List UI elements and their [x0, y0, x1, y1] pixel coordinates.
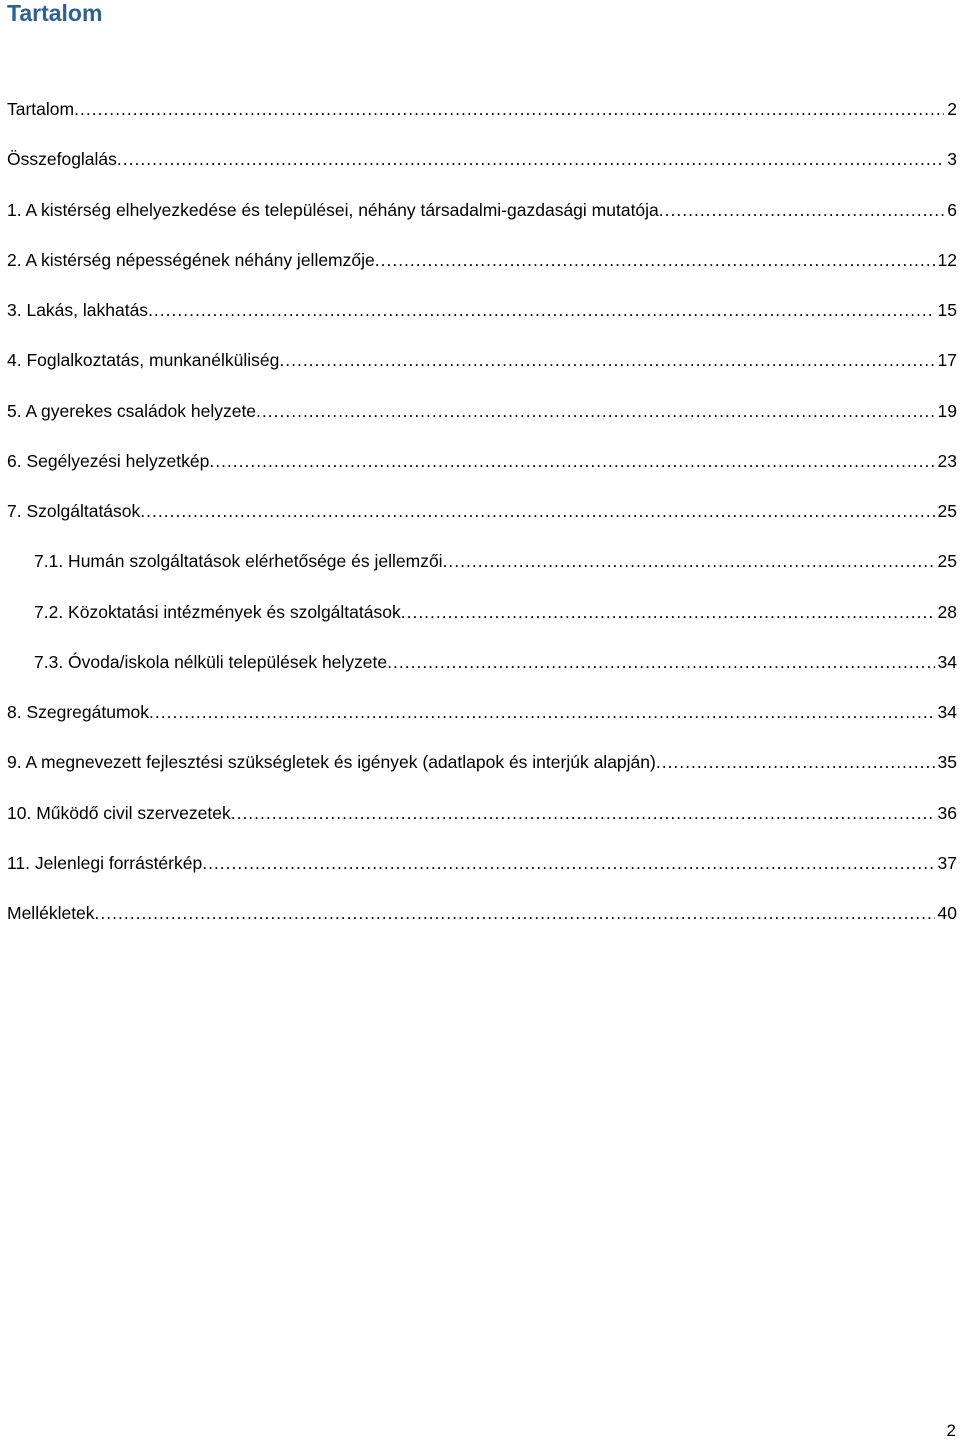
- toc-entry-label: 9. A megnevezett fejlesztési szükségletek és igények (adatlapok és interjúk alapján): [7, 752, 656, 773]
- toc-entry-page: 35: [937, 752, 957, 773]
- toc-entry-label: 11. Jelenlegi forrástérkép: [7, 852, 203, 873]
- toc-entry-9[interactable]: [7, 749, 957, 799]
- toc-dot-leader: [401, 599, 935, 625]
- table-of-contents: [7, 96, 957, 950]
- toc-dot-leader: [279, 347, 934, 373]
- toc-entry-label: 10. Működő civil szervezetek: [7, 802, 231, 823]
- toc-entry-page: 40: [937, 903, 957, 923]
- toc-entry-page: 28: [937, 601, 957, 622]
- toc-entry-page: 23: [937, 450, 957, 471]
- toc-entry-7-2[interactable]: [7, 599, 957, 649]
- toc-dot-leader: [202, 850, 934, 876]
- toc-entry-page: 19: [937, 400, 957, 421]
- toc-entry-11[interactable]: [7, 850, 957, 900]
- toc-entry-label: 7.2. Közoktatási intézmények és szolgáltatások: [34, 601, 401, 622]
- toc-dot-leader: [140, 498, 934, 524]
- toc-entry-7-1[interactable]: [7, 548, 957, 598]
- toc-entry-label: 3. Lakás, lakhatás: [7, 300, 149, 320]
- toc-entry-label: 5. A gyerekes családok helyzete: [7, 400, 257, 421]
- toc-dot-leader: [387, 649, 934, 675]
- toc-entry-label: 2. A kistérség népességének néhány jellemzője: [7, 249, 375, 270]
- toc-entry-label: Mellékletek: [7, 903, 95, 923]
- toc-entry-label: 8. Szegregátumok: [7, 702, 150, 722]
- page-title: Tartalom: [7, 0, 103, 26]
- toc-entry-label: 1. A kistérség elhelyezkedése és települései, néhány társadalmi-gazdasági mutatója: [7, 199, 659, 220]
- toc-entry-6[interactable]: [7, 448, 957, 498]
- toc-dot-leader: [95, 900, 935, 926]
- toc-entry-page: 36: [937, 802, 957, 823]
- toc-entry-label: 7.3. Óvoda/iskola nélküli települések helyzete: [34, 651, 388, 672]
- toc-entry-page: 17: [937, 350, 957, 371]
- toc-dot-leader: [209, 448, 934, 474]
- toc-entry-page: 15: [937, 300, 957, 320]
- toc-dot-leader: [256, 398, 934, 424]
- toc-entry-page: 34: [937, 702, 957, 722]
- toc-entry-page: 34: [937, 651, 957, 672]
- toc-dot-leader: [117, 146, 944, 172]
- toc-entry-4[interactable]: [7, 347, 957, 397]
- toc-entry-label: 4. Foglalkoztatás, munkanélküliség: [7, 350, 280, 371]
- toc-entry-5[interactable]: [7, 398, 957, 448]
- toc-entry-10[interactable]: [7, 800, 957, 850]
- toc-entry-page: 6: [947, 199, 957, 220]
- toc-entry-7-3[interactable]: [7, 649, 957, 699]
- toc-entry-osszefoglalas[interactable]: [7, 146, 957, 196]
- toc-entry-page: 3: [947, 149, 957, 170]
- toc-entry-label: Összefoglalás: [7, 149, 117, 170]
- toc-entry-page: 12: [937, 249, 957, 270]
- toc-entry-label: 7.1. Humán szolgáltatások elérhetősége és jellemzői: [34, 551, 443, 572]
- toc-entry-3[interactable]: [7, 297, 957, 347]
- toc-entry-label: 6. Segélyezési helyzetkép: [7, 450, 210, 471]
- toc-entry-page: 25: [937, 551, 957, 572]
- toc-dot-leader: [375, 247, 935, 273]
- toc-entry-label: 7. Szolgáltatások: [7, 501, 141, 521]
- toc-entry-1[interactable]: [7, 197, 957, 247]
- toc-entry-mellekletek[interactable]: [7, 900, 957, 950]
- toc-dot-leader: [74, 96, 944, 122]
- toc-dot-leader: [149, 699, 935, 725]
- toc-entry-page: 25: [937, 501, 957, 521]
- toc-entry-tartalom[interactable]: [7, 96, 957, 146]
- toc-entry-7[interactable]: [7, 498, 957, 548]
- toc-entry-page: 2: [947, 99, 957, 119]
- toc-dot-leader: [231, 800, 935, 826]
- toc-dot-leader: [656, 749, 935, 775]
- toc-entry-label: Tartalom: [7, 99, 75, 119]
- toc-dot-leader: [659, 197, 944, 223]
- toc-dot-leader: [148, 297, 934, 323]
- page-number: 2: [946, 1421, 956, 1440]
- toc-entry-2[interactable]: [7, 247, 957, 297]
- toc-entry-8[interactable]: [7, 699, 957, 749]
- toc-entry-page: 37: [937, 852, 957, 873]
- toc-dot-leader: [443, 548, 935, 574]
